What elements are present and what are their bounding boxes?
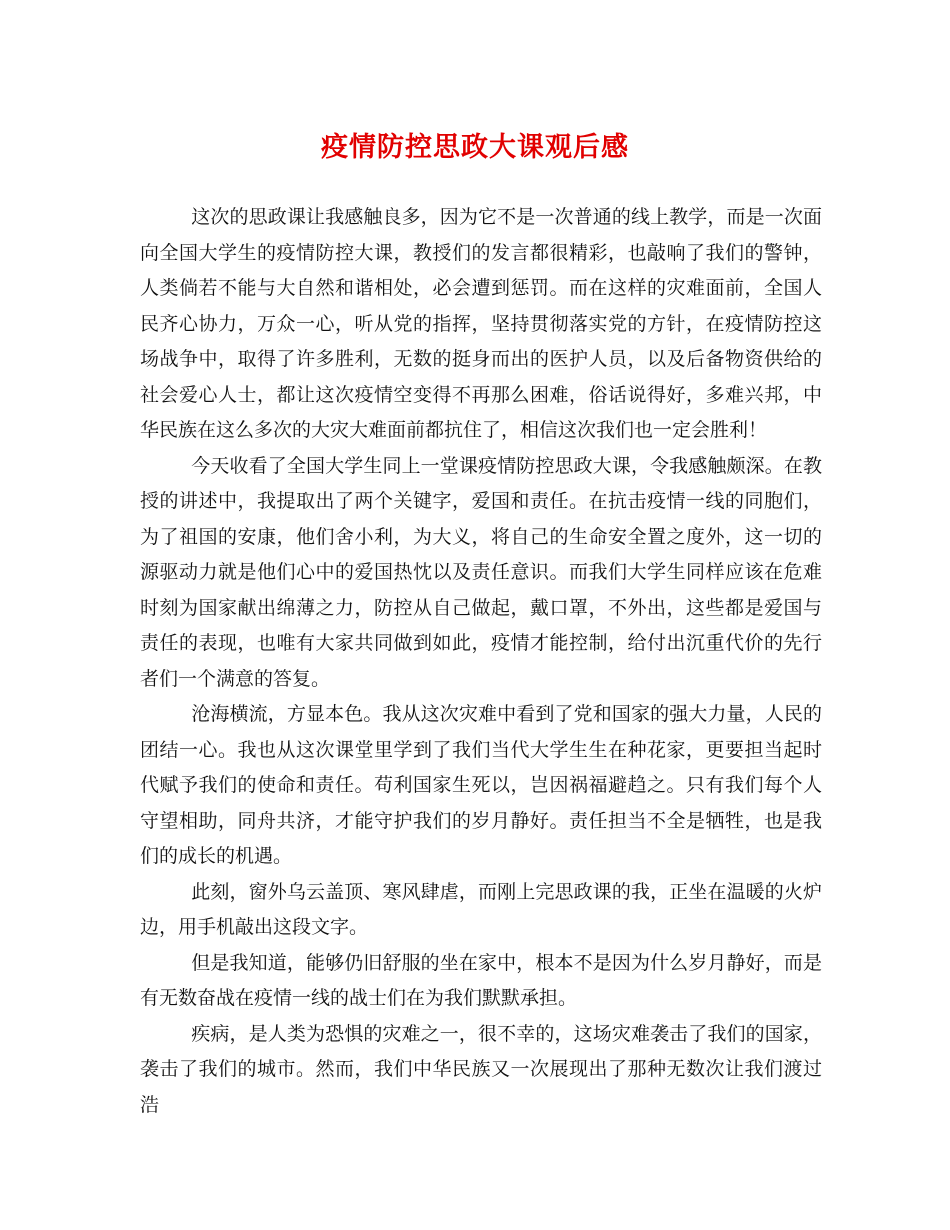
paragraph: 沧海横流，方显本色。我从这次灾难中看到了党和国家的强大力量，人民的团结一心。我也从这次课堂里学到了我们当代大学生生在种花家，更要担当起时代赋予我们的使命和责任。苟利国家生死以，岂因祸福避趋之。只有我们每个人守望相助，同舟共济，才能守护我们的岁月静好。责任担当不全是牺牲，也是我们的成长的机遇。 — [140, 703, 822, 867]
document-body — [140, 200, 822, 1123]
paragraph: 但是我知道，能够仍旧舒服的坐在家中，根本不是因为什么岁月静好，而是有无数奋战在疫情一线的战士们在为我们默默承担。 — [140, 951, 822, 1009]
paragraph: 疾病，是人类为恐惧的灾难之一，很不幸的，这场灾难袭击了我们的国家，袭击了我们的城市。然而，我们中华民族又一次展现出了那种无数次让我们渡过浩 — [140, 1022, 822, 1116]
paragraph: 此刻，窗外乌云盖顶、寒风肆虐，而刚上完思政课的我，正坐在温暖的火炉边，用手机敲出这段文字。 — [140, 880, 822, 938]
paragraph: 这次的思政课让我感触良多，因为它不是一次普通的线上教学，而是一次面向全国大学生的疫情防控大课，教授们的发言都很精彩，也敲响了我们的警钟，人类倘若不能与大自然和谐相处，必会遭到惩罚。而在这样的灾难面前，全国人民齐心协力，万众一心，听从党的指挥，坚持贯彻落实党的方针，在疫情防控这场战争中，取得了许多胜利，无数的挺身而出的医护人员，以及后备物资供给的社会爱心人士，都让这次疫情空变得不再那么困难，俗话说得好，多难兴邦，中华民族在这么多次的大灾大难面前都抗住了，相信这次我们也一定会胜利！ — [140, 206, 822, 441]
document-title: 疫情防控思政大课观后感 — [321, 132, 629, 163]
paragraph: 今天收看了全国大学生同上一堂课疫情防控思政大课，令我感触颇深。在教授的讲述中，我提取出了两个关键字，爱国和责任。在抗击疫情一线的同胞们，为了祖国的安康，他们舍小利，为大义，将自己的生命安全置之度外，这一切的源驱动力就是他们心中的爱国热忱以及责任意识。而我们大学生同样应该在危难时刻为国家献出绵薄之力，防控从自己做起，戴口罩，不外出，这些都是爱国与责任的表现，也唯有大家共同做到如此，疫情才能控制，给付出沉重代价的先行者们一个满意的答复。 — [140, 454, 822, 690]
